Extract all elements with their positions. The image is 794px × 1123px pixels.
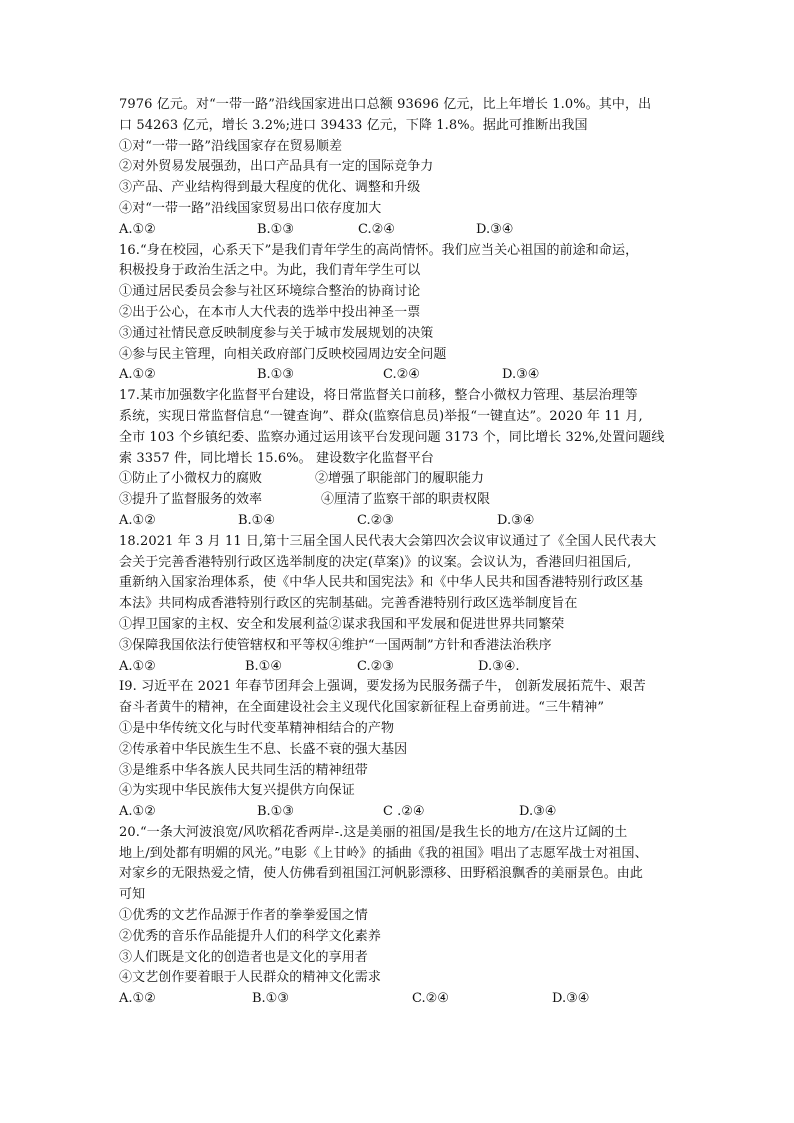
question-17	[119, 386, 687, 532]
choice-3: ③人们既是文化的创造者也是文化的享用者	[119, 949, 368, 965]
option-b: B.①④	[245, 658, 282, 674]
question-text: 口 54263 亿元，增长 3.2%;进口 39433 亿元，下降 1.8%。据此可推断出我国	[119, 117, 588, 133]
question-text: 16.“身在校园，心系天下”是我们青年学生的高尚情怀。我们应当关心祖国的前途和命运，	[119, 242, 639, 258]
question-text: 索 3357 件，同比增长 15.6%。 建设数字化监督平台	[119, 450, 434, 466]
question-15	[119, 95, 687, 241]
option-c: C.②③	[357, 512, 394, 528]
question-text: 会关于完善香港特别行政区选举制度的决定(草案)》的议案。会议认为，香港回归祖国后,	[119, 554, 632, 570]
option-b: B.①③	[257, 804, 294, 820]
answer-options	[119, 657, 687, 678]
question-text: 18.2021 年 3 月 11 日,第十三届全国人民代表大会第四次会议审议通过了《全国人民代表大	[119, 533, 657, 549]
question-text: 20.“一条大河波浪宽/风吹稻花香两岸-.这是美丽的祖国/是我生长的地方/在这片辽阔的土	[119, 824, 628, 840]
option-d: D.③④	[502, 367, 540, 383]
option-d: D.③④	[476, 221, 514, 237]
answer-options	[119, 511, 687, 532]
question-19	[119, 677, 687, 823]
question-text: 17.某市加强数字化监督平台建设，将日常监督关口前移，整合小微权力管理、基层治理等	[119, 388, 638, 404]
choice-1: ①通过居民委员会参与社区环境综合整治的协商讨论	[119, 284, 421, 300]
choice-3: ③产品、产业结构得到最大程度的优化、调整和升级	[119, 180, 421, 196]
option-b: B.①③	[252, 991, 289, 1007]
option-d: D.③④	[497, 512, 535, 528]
choice-2: ②出于公心，在本市人大代表的选举中投出神圣一票	[119, 304, 421, 320]
question-text: 积极投身于政治生活之中。为此，我们青年学生可以	[119, 263, 421, 279]
option-a: A.①②	[119, 221, 156, 237]
choice-1: ①防止了小微权力的腐败	[119, 471, 263, 487]
choice-4: ④厘清了监察干部的职责权限	[321, 492, 491, 508]
question-text: 重新纳入国家治理体系，使《中华人民共和国宪法》和《中华人民共和国香港特别行政区基	[119, 575, 644, 591]
choice-2: ②对外贸易发展强劲，出口产品具有一定的国际竞争力	[119, 159, 434, 175]
choice-2: ②传承着中华民族生生不息、长盛不衰的强大基因	[119, 741, 408, 757]
question-20	[119, 823, 687, 1010]
choice-3: ③是维系中华各族人民共同生活的精神纽带	[119, 762, 368, 778]
choice-1: ①对“一带一路”沿线国家存在贸易顺差	[119, 138, 343, 154]
option-d: D.③④.	[478, 658, 520, 674]
exam-page	[119, 95, 687, 1010]
option-b: B.①③	[257, 367, 294, 383]
answer-options	[119, 220, 687, 241]
option-a: A.①②	[119, 367, 156, 383]
choice-4: ④为实现中华民族伟大复兴提供方向保证	[119, 783, 355, 799]
question-16	[119, 241, 687, 387]
choice-1: ①优秀的文艺作品源于作者的拳拳爱国之情	[119, 908, 368, 924]
choice-1: ①是中华传统文化与时代变革精神相结合的产物	[119, 720, 395, 736]
choice-4: ④参与民主管理，向相关政府部门反映校园周边安全问题	[119, 346, 447, 362]
option-a: A.①②	[119, 658, 156, 674]
option-c: C.②④	[358, 221, 395, 237]
question-text: I9. 习近平在 2021 年春节团拜会上强调，要发扬为民服务孺子牛， 创新发展拓荒牛、艰苦	[119, 679, 646, 695]
option-a: A.①②	[119, 512, 156, 528]
option-b: B.①④	[238, 512, 275, 528]
option-a: A.①②	[119, 804, 156, 820]
choice-3-4: ③保障我国依法行使管辖权和平等权④维护“一国两制”方针和香港法治秩序	[119, 637, 552, 653]
option-c: C.②④	[412, 991, 449, 1007]
choice-3: ③通过社情民意反映制度参与关于城市发展规划的决策	[119, 325, 434, 341]
choice-3: ③提升了监督服务的效率	[119, 492, 263, 508]
option-d: D.③④	[519, 804, 557, 820]
choice-4: ④文艺创作要着眼于人民群众的精神文化需求	[119, 970, 382, 986]
option-b: B.①③	[257, 221, 294, 237]
option-a: A.①②	[119, 991, 156, 1007]
question-text: 对家乡的无限热爱之情，使人仿佛看到祖国江河帆影漂移、田野稻浪飘香的美丽景色。由此	[119, 866, 644, 882]
choice-row	[119, 469, 687, 490]
choice-4: ④对“一带一路”沿线国家贸易出口依存度加大	[119, 200, 382, 216]
option-c: C.②④	[383, 367, 420, 383]
option-c: C .②④	[383, 804, 425, 820]
option-c: C.②③	[357, 658, 394, 674]
question-text: 奋斗者黄牛的精神，在全面建设社会主义现代化国家新征程上奋勇前进。“三牛精神”	[119, 700, 605, 716]
choice-2: ②增强了职能部门的履职能力	[315, 471, 485, 487]
question-text: 7976 亿元。对“一带一路”沿线国家进出口总额 93696 亿元，比上年增长 1.0%。其中，出	[119, 97, 652, 112]
option-d: D.③④	[552, 991, 590, 1007]
choice-2: ②优秀的音乐作品能提升人们的科学文化素养	[119, 928, 382, 944]
choice-1-2: ①捍卫国家的主权、安全和发展利益②谋求我国和平发展和促进世界共同繁荣	[119, 616, 565, 632]
question-text: 系统，实现日常监督信息“一键查询”、群众(监察信息员)举报“一键直达”。2020 年 11 月,	[119, 408, 643, 424]
answer-options	[119, 802, 687, 823]
question-text: 全市 103 个乡镇纪委、监察办通过运用该平台发现问题 3173 个，同比增长 32%,处置问题线	[119, 429, 665, 445]
answer-options	[119, 365, 687, 386]
choice-row	[119, 490, 687, 511]
question-text: 本法》共同构成香港特别行政区的宪制基础。完善香港特别行政区选举制度旨在	[119, 596, 578, 612]
question-text: 可知	[119, 887, 146, 903]
question-18	[119, 532, 687, 678]
answer-options	[119, 989, 687, 1010]
question-text: 地上/到处都有明媚的风光。”电影《上甘岭》的插曲《我的祖国》唱出了志愿军战士对祖国、	[119, 845, 648, 861]
